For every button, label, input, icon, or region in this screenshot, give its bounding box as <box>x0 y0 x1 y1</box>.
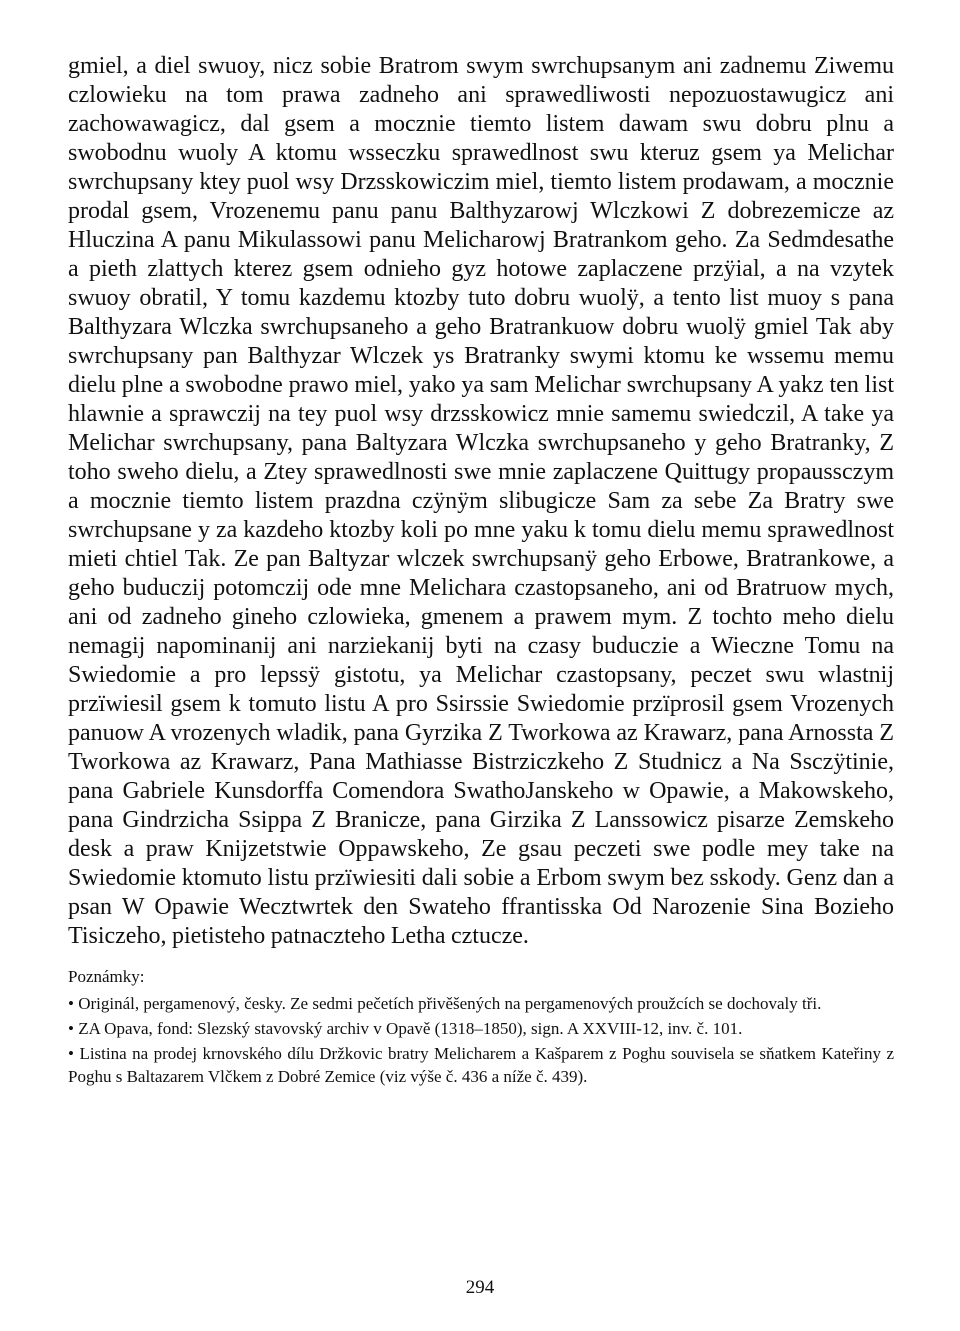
notes-section <box>68 965 894 1088</box>
bullet-icon: • <box>68 994 74 1013</box>
note-item <box>68 1042 894 1088</box>
note-text: Listina na prodej krnovského dílu Držkovic bratry Melicharem a Kašparem z Poghu souvisela se sňatkem Kateřiny z Poghu s Baltazarem Vlčkem z Dobré Zemice (viz výše č. 436 a níže č. 439). <box>68 1044 895 1086</box>
note-text: Originál, pergamenový, česky. Ze sedmi pečetích přivěšených na pergamenových proužcích se dochovaly tři. <box>78 994 822 1013</box>
notes-heading: Poznámky: <box>68 967 145 986</box>
note-text: ZA Opava, fond: Slezský stavovský archiv v Opavě (1318–1850), sign. A XXVIII-12, inv. č. 101. <box>78 1019 743 1038</box>
bullet-icon: • <box>68 1019 74 1038</box>
document-page <box>68 52 894 1090</box>
note-item <box>68 992 894 1015</box>
note-item <box>68 1017 894 1040</box>
bullet-icon: • <box>68 1044 74 1063</box>
page-number: 294 <box>465 1277 495 1298</box>
main-text: gmiel, a diel swuoy, nicz sobie Bratrom swym swrchupsanym ani zadnemu Ziwemu czlowieku na tom prawa zadneho ani sprawedliwosti nepozuostawugicz ani zachowawagicz, dal gsem a mocznie tiemto listem dawam swu dobru plnu a swobodnu wuoly A ktomu wsseczku sprawedlnost swu kteruz gsem ya Melichar swrchupsany ktey puol wsy Drzsskowiczim miel, tiemto listem prodawam, a mocznie prodal gsem, Vrozenemu panu panu Balthyzarowj Wlczkowi Z dobrezemicze az Hluczina A panu Mikulassowi panu Melicharowj Bratrankom geho. Za Sedmdesathe a pieth zlattych kterez gsem odnieho gyz hotowe zaplaczene przÿial, a na vzytek swuoy obratil, Y tomu kazdemu ktozby tuto dobru wuolÿ, a tento list muoy s pana Balthyzara Wlczka swrchupsaneho a geho Bratrankuow dobru wuolÿ gmiel Tak aby swrchupsany pan Balthyzar Wlczek ys Bratranky swymi ktomu ke wssemu memu dielu plne a swobodne prawo miel, yako ya sam Melichar swrchupsany A yakz ten list hlawnie a sprawczij na tey puol wsy drzsskowicz mnie samemu swiedczil, A take ya Melichar swrchupsany, pana Baltyzara Wlczka swrchupsaneho y geho Bratranky, Z toho sweho dielu, a Ztey sprawedlnosti swe mnie zaplaczene Quittugy propaussczym a mocznie tiemto listem prazdna czÿnÿm slibugicze Sam za sebe Za Bratry swe swrchupsane y za kazdeho ktozby koli po mne yaku k tomu dielu memu sprawedlnost mieti chtiel Tak. Ze pan Baltyzar wlczek swrchupsanÿ geho Erbowe, Bratrankowe, a geho buduczij potomczij ode mne Melichara czastopsaneho, ani od Bratruow mych, ani od zadneho gineho czlowieka, gmenem a prawem mym. Z tochto meho dielu nemagij napominanij ani narziekanij byti na czasy buduczie a Wieczne Tomu na Swiedomie a pro lepssÿ gistotu, ya Melichar czastopsany, peczet swu wlastnij przïwiesil gsem k tomuto listu A pro Ssirssie Swiedomie przïprosil gsem Vrozenych panuow A vrozenych wladik, pana Gyrzika Z Tworkowa az Krawarz, pana Arnossta Z Tworkowa az Krawarz, Pana Mathiasse Bistrziczkeho Z Studnicz a Na Ssczÿtinie, pana Gabriele Kunsdorffa Comendora SwathoJanskeho w Opawie, a Makowskeho, pana Gindrzicha Ssippa Z Branicze, pana Girzika Z Lanssowicz pisarze Zemskeho desk a praw Knijzetstwie Oppawskeho, Ze gsau peczeti swe podle mey take na Swiedomie ktomuto listu przïwiesiti dali sobie a Erbom swym bez sskody. Genz dan a psan W Opawie Wecztwrtek den Swateho ffrantisska Od Narozenie Sina Bozieho Tisiczeho, pietisteho patnaczteho Letha cztucze. <box>68 53 894 949</box>
